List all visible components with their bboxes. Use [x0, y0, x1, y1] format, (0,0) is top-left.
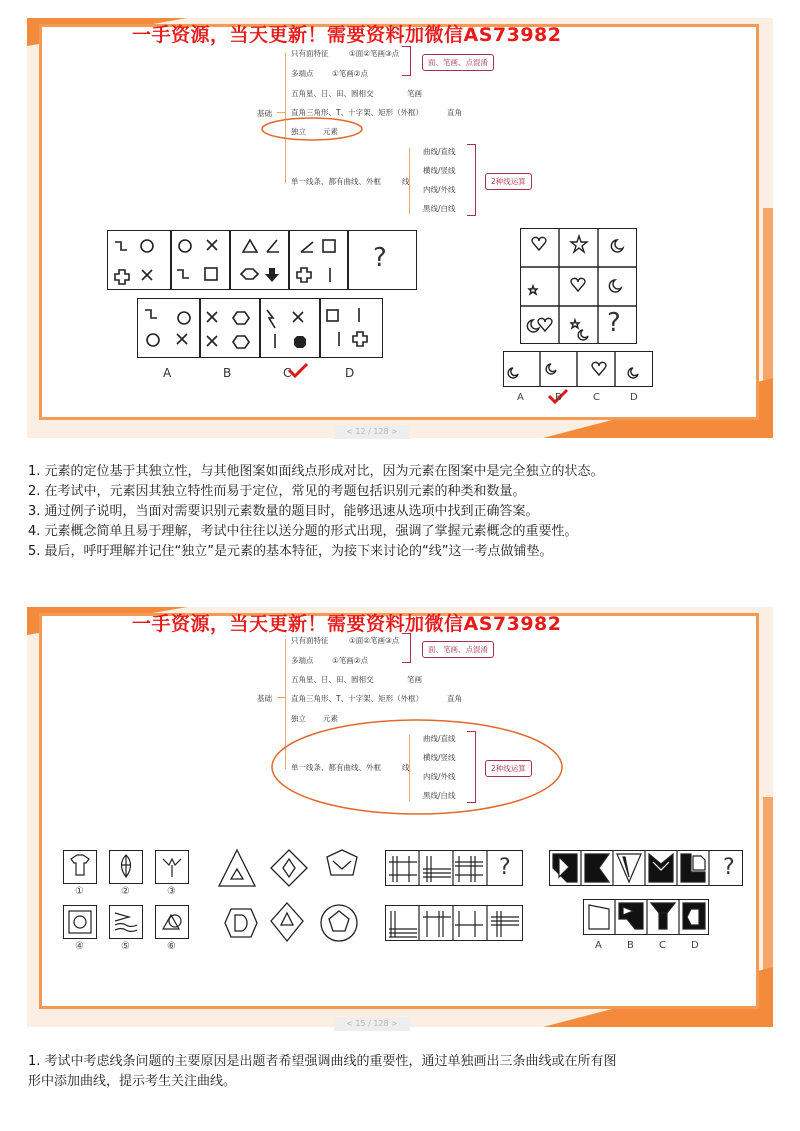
- line-type: 横线/竖线: [423, 166, 456, 175]
- mindmap-row-left: 多端点: [291, 656, 314, 665]
- question-mark: ?: [373, 243, 387, 273]
- connector: [277, 697, 285, 698]
- tag-line-operations: 2种线运算: [485, 173, 532, 190]
- mindmap-row-right: ①笔画②点: [332, 69, 368, 78]
- line-type: 内线/外线: [423, 772, 456, 781]
- mindmap-row-right: 笔画: [407, 675, 422, 684]
- mindmap-row-left: 单一线条、都有曲线、外框: [291, 177, 381, 186]
- option-label: D: [345, 366, 355, 380]
- question-mark: ?: [723, 855, 735, 880]
- connector: [277, 112, 285, 113]
- figure-cell: [155, 905, 189, 939]
- figure-cell: [63, 905, 97, 939]
- option-cell: [319, 298, 383, 358]
- option-cell: [137, 298, 201, 358]
- option-cell: [259, 298, 321, 358]
- mindmap-row-left: 单一线条、都有曲线、外框: [291, 763, 381, 772]
- option-label: A: [163, 366, 172, 380]
- note-item: 3. 通过例子说明，当面对需要识别元素数量的题目时，能够迅速从选项中找到正确答案。: [28, 504, 539, 519]
- option-label: D: [630, 392, 638, 403]
- connector: [285, 639, 286, 769]
- tag-confusion: 面、笔画、点混淆: [422, 641, 494, 658]
- figure-number: ④: [75, 941, 84, 952]
- page-indicator[interactable]: < 15 / 128 >: [334, 1017, 410, 1031]
- line-type: 黑线/白线: [423, 204, 456, 213]
- slide-2: [27, 607, 773, 1027]
- figure-row: [385, 905, 523, 941]
- figure-number: ③: [167, 886, 176, 897]
- tag-confusion: 面、笔画、点混淆: [422, 54, 494, 71]
- question-mark: ?: [607, 308, 621, 338]
- mindmap-row-left: 五角星、日、田、圆相交: [291, 675, 374, 684]
- mindmap-row-right: 笔画: [407, 89, 422, 98]
- tag-line-operations: 2种线运算: [485, 760, 532, 777]
- mindmap-row-left: 只有面特征: [291, 636, 329, 645]
- note-item: 形中添加曲线，提示考生关注曲线。: [28, 1074, 237, 1089]
- mindmap-root: 基础: [257, 109, 272, 118]
- figure-cell: [170, 230, 231, 290]
- mindmap-row-left: 直角三角形、T、十字架、矩形（外框）: [291, 694, 424, 703]
- option-label: B: [627, 940, 634, 951]
- q2-option-shapes: [27, 18, 28, 19]
- notes-list: [28, 462, 604, 562]
- connector: [285, 53, 286, 183]
- slide-1: [27, 18, 773, 438]
- note-item: 4. 元素概念简单且易于理解，考试中往往以送分题的形式出现，强调了掌握元素概念的重要性。: [28, 524, 578, 539]
- line-type: 横线/竖线: [423, 753, 456, 762]
- page-indicator[interactable]: < 12 / 128 >: [334, 425, 410, 439]
- mindmap-row-right: 直角: [447, 694, 462, 703]
- mindmap-row-right: 线: [402, 763, 410, 772]
- figure-row: [549, 850, 743, 886]
- option-label: A: [517, 392, 524, 403]
- option-label: A: [595, 940, 602, 951]
- option-label: D: [691, 940, 699, 951]
- slide-frame: [39, 613, 759, 1009]
- mindmap-row-right: ①面②笔画③点: [349, 49, 400, 58]
- mindmap-row-left: 多端点: [291, 69, 314, 78]
- brace: [467, 731, 476, 803]
- mindmap-row-right: ①面②笔画③点: [349, 636, 400, 645]
- mindmap-row-right: 元素: [323, 127, 338, 136]
- brace: [402, 633, 411, 663]
- figure-cell: [288, 230, 349, 290]
- brace: [402, 46, 411, 76]
- option-label: B: [555, 392, 562, 403]
- figure-number: ⑤: [121, 941, 130, 952]
- figure-number: ①: [75, 886, 84, 897]
- option-label: C: [283, 366, 292, 380]
- figure-cell: [107, 230, 172, 290]
- watermark-text: 一手资源，当天更新！需要资料加微信AS73982: [132, 24, 562, 46]
- mindmap-row-left: 独立: [291, 127, 306, 136]
- mindmap-row-left: 五角星、日、田、圆相交: [291, 89, 374, 98]
- option-label: C: [593, 392, 600, 403]
- mindmap-root: 基础: [257, 694, 272, 703]
- line-type: 曲线/直线: [423, 147, 456, 156]
- figure-cell: [229, 230, 290, 290]
- mindmap-row-left: 独立: [291, 714, 306, 723]
- line-type: 内线/外线: [423, 185, 456, 194]
- connector: [409, 735, 410, 801]
- mindmap-row-right: 线: [402, 177, 410, 186]
- note-item: 1. 元素的定位基于其独立性，与其他图案如面线点形成对比，因为元素在图案中是完全独立的状态。: [28, 464, 604, 479]
- option-label: B: [223, 366, 232, 380]
- group-4-shapes: [27, 607, 28, 608]
- watermark-text: 一手资源，当天更新！需要资料加微信AS73982: [132, 613, 562, 635]
- note-item: 5. 最后，呼吁理解并记住“独立”是元素的基本特征，为接下来讨论的“线”这一考点做铺垫。: [28, 544, 553, 559]
- mindmap-row-right: ①笔画②点: [332, 656, 368, 665]
- figure-number: ⑥: [167, 941, 176, 952]
- line-type: 曲线/直线: [423, 734, 456, 743]
- mindmap-row-right: 直角: [447, 108, 462, 117]
- option-cell: [199, 298, 261, 358]
- figure-number: ②: [121, 886, 130, 897]
- brace: [467, 144, 476, 216]
- mindmap-row-right: 元素: [323, 714, 338, 723]
- note-item: 1. 考试中考虑线条问题的主要原因是出题者希望强调曲线的重要性，通过单独画出三条曲线或在所有图: [28, 1054, 617, 1069]
- question-mark: ?: [499, 855, 511, 880]
- figure-cell: [109, 905, 143, 939]
- mindmap-row-left: 直角三角形、T、十字架、矩形（外框）: [291, 108, 424, 117]
- connector: [409, 148, 410, 214]
- note-item: 2. 在考试中，元素因其独立特性而易于定位，常见的考题包括识别元素的种类和数量。: [28, 484, 526, 499]
- option-label: C: [659, 940, 666, 951]
- line-type: 黑线/白线: [423, 791, 456, 800]
- notes-list: [28, 1052, 617, 1092]
- mindmap-row-left: 只有面特征: [291, 49, 329, 58]
